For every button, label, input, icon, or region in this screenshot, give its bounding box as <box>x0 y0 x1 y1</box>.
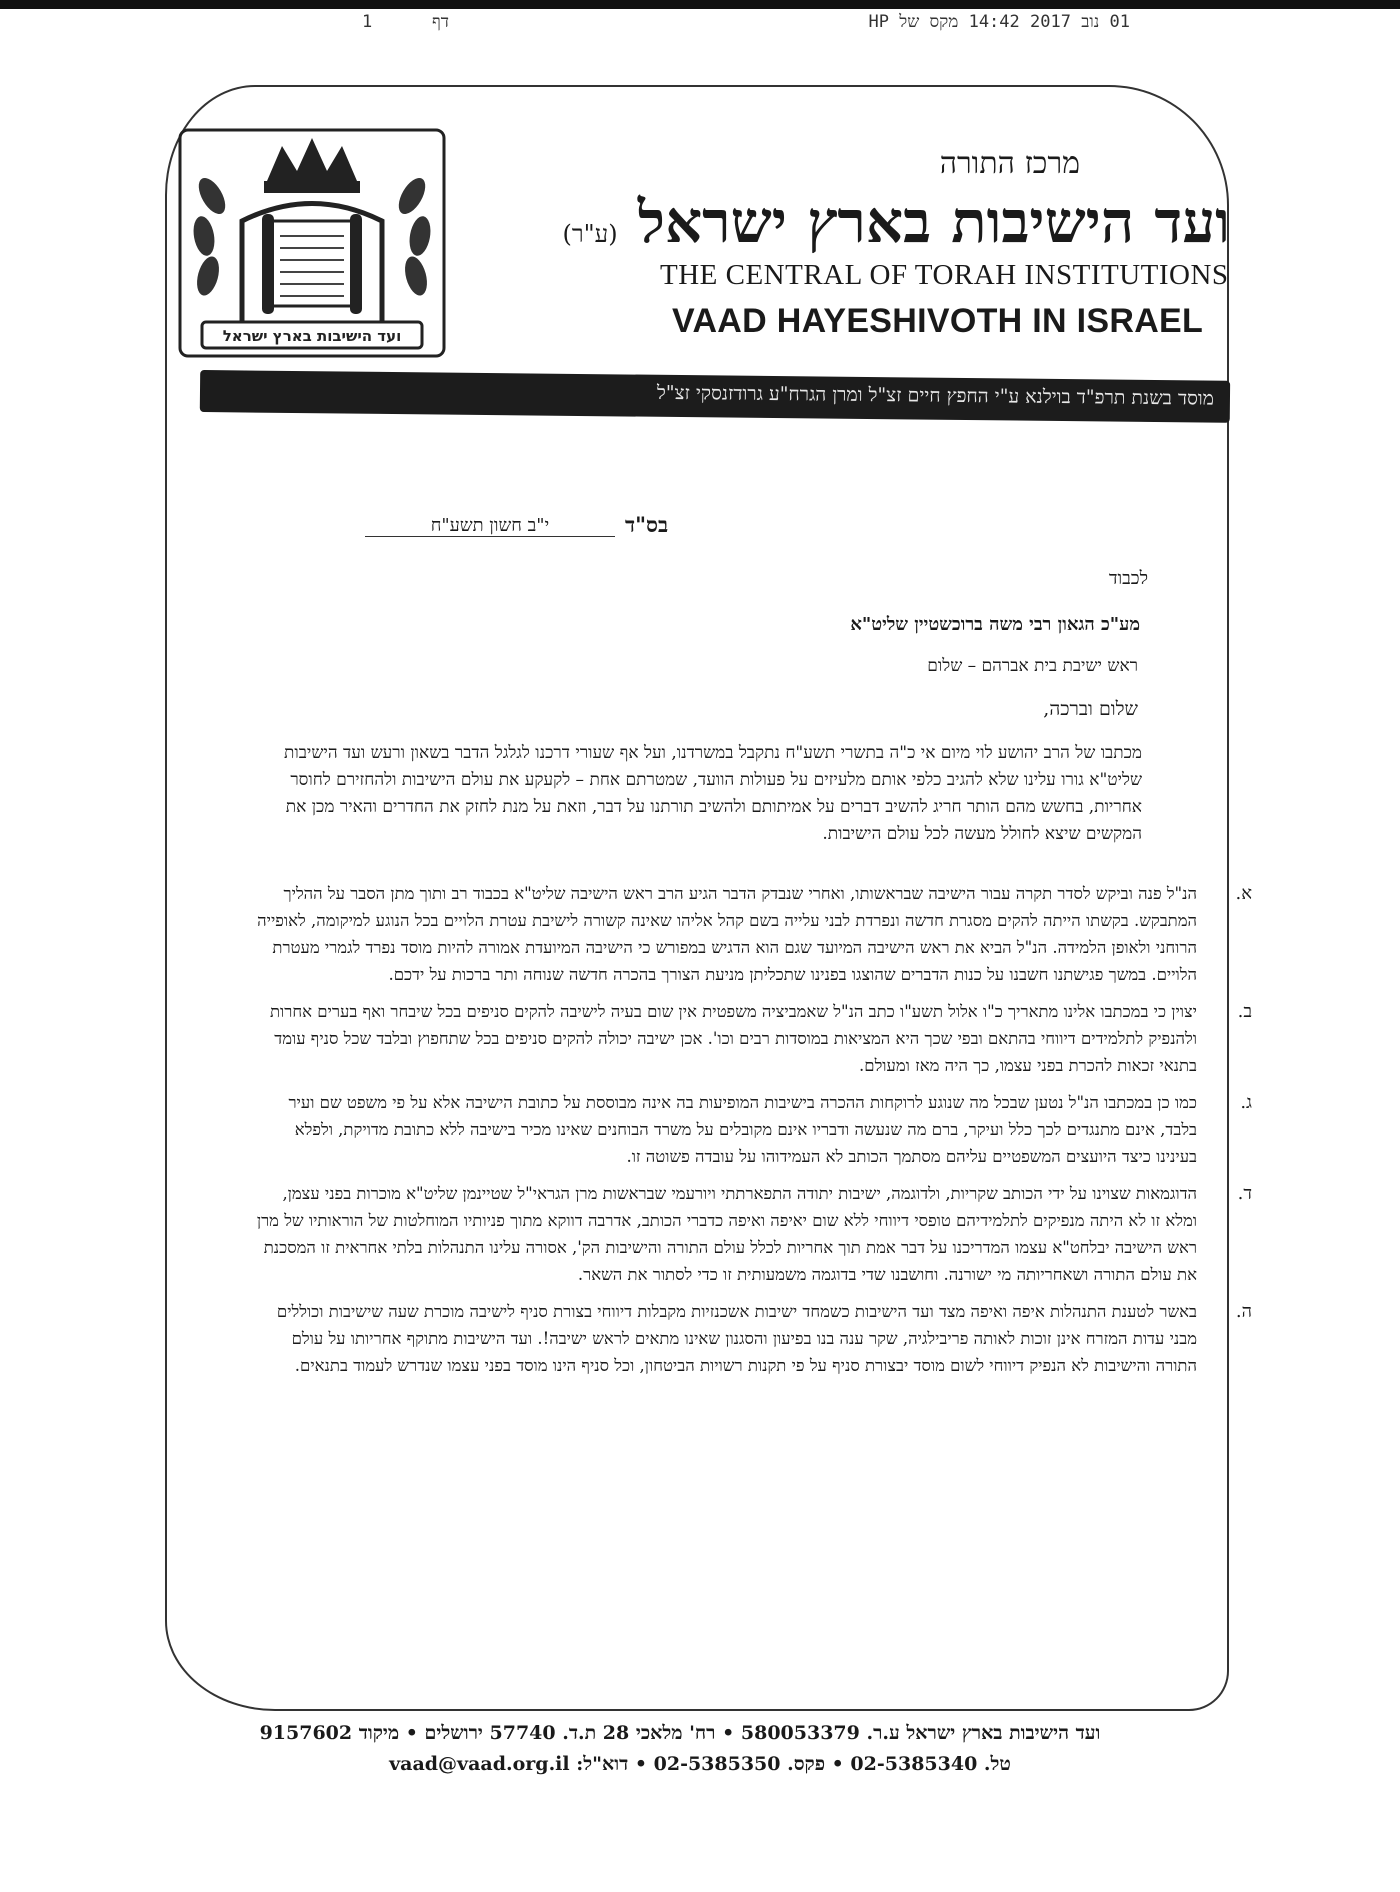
item-letter: א. <box>1235 883 1252 904</box>
bsd-mark: בס"ד <box>625 512 669 537</box>
greeting: שלום וברכה, <box>1043 698 1138 720</box>
item-text: יצוין כי במכתבו אלינו מתאריך כ"ו אלול תשע"ו כתב הנ"ל שאמביציה משפטית אין שום בעיה לישיבה להקים סניפים בכל שיבחר ואף בערים אחרות ולהנפיק לתלמידים דיווחי בהתאם ובפי שכך היא המציאות במוסדות רבים וכו'. אכן ישיבה יכולה להקים סניפים בכל שתחפוץ ובלבד שכל סניף עומד בתנאי זכאות להכרת בפני עצמו, כך היה מאז ומעולם. <box>269 1002 1197 1075</box>
list-item <box>252 998 1252 1079</box>
item-text: כמו כן במכתבו הנ"ל נטען שבכל מה שנוגע לרוקחות ההכרה בישיבות המופיעות בה אינה מבוססת על כתובת הישיבה אלא על פי משפט שם ועיר בלבד, אינם מתנגדים לכך כלל ועיקר, ברם מה שנעשה ודבריו אינם מקובלים על משרד הבוחנים שאינו מכיר בישיבה ללא כתובת מדויקת, ולפלא בעינינו כיצד היועצים המשפטיים עליהם מסתמך הכותב לא העמידוהו על עובדה פשוטה זו. <box>288 1093 1197 1166</box>
to-label: לכבוד <box>1108 568 1148 589</box>
fax-page-number: 1 <box>362 12 373 32</box>
list-item <box>252 1089 1252 1170</box>
letterhead-en-line1: THE CENTRAL OF TORAH INSTITUTIONS <box>660 259 1229 291</box>
list-item <box>252 1180 1252 1288</box>
item-letter: ה. <box>1235 1301 1252 1322</box>
footer-address-line: ועד הישיבות בארץ ישראל ע.ר. 580053379 • רח' מלאכי 28 ת.ד. 57740 ירושלים • מיקוד 9157602 <box>259 1722 1101 1744</box>
fax-page-label: דף <box>432 12 449 32</box>
footer-contact-line: טל. 02-5385340 • פקס. 02-5385350 • דוא"ל: vaad@vaad.org.il <box>389 1753 1011 1775</box>
letter-items <box>252 880 1252 1389</box>
fax-header-line: 01 נוב 2017 14:42 מקס של HP <box>868 12 1130 32</box>
letterhead-he-main <box>490 188 1230 256</box>
item-text: הנ"ל פנה וביקש לסדר תקרה עבור הישיבה שבראשותו, ואחרי שנבדק הדבר הגיע הרב ראש הישיבה שליט"א בכבוד רב ותוך מתן הסבר על ההליך המתבקש. בקשתו הייתה להקים מסגרת חדשה ונפרדת לבני עלייה בשם קהל אליהו שאינה קשורה לישיבת עטרת הלויים בכל הנוגע למיקומה, לאופייה הרוחני ולאופן הלמידה. הנ"ל הביא את ראש הישיבה המיועד שגם הוא הדגיש במפורש כי הישיבה המיועדת אמורה להיות מוסד נפרד לגמרי מעטרת הלויים. במשך פגישתנו חשבנו על כנות הדברים שהוצגו בפנינו שתכליתן מניעת הצורך בהכרה חדשה שנוחה ותר ברכות על ידכם. <box>257 884 1197 984</box>
top-edge-bar <box>0 0 1400 9</box>
letterhead-he-suffix: (ע"ר) <box>562 220 618 248</box>
logo-ribbon-text: ועד הישיבות בארץ ישראל <box>222 327 402 345</box>
banner-text: מוסד בשנת תרפ"ד בוילנא ע"י החפץ חיים זצ"ל ומרן הגרח"ע גרודזנסקי זצ"ל <box>656 381 1215 410</box>
item-letter: ג. <box>1240 1092 1252 1113</box>
letterhead-he-small: מרכז התורה <box>939 146 1080 181</box>
fax-header <box>340 12 1130 38</box>
item-text: באשר לטענת התנהלות איפה ואיפה מצד ועד הישיבות כשמחד ישיבות אשכנזיות מקבלות דיווחי בצורת סניף לישיבה מוכרת שעה שישיבות וכוללים מבני עדות המזרח אינן זוכות לאותה פריבילגיה, שקר ענה בנו בפיעון והסגנון שאינו מתאים לראש ישיבה!. ועד הישיבות מתוקף אחריותו על עולם התורה והישיבות לא הנפיק דיווחי לשום מוסד יבצורת סניף על פי תקנות רשויות הביטחון, וכל סניף הינו מוסד בפני עצמו שנדרש לעמוד בתנאים. <box>276 1302 1197 1375</box>
item-letter: ד. <box>1237 1183 1252 1204</box>
vaad-logo-emblem <box>172 126 452 362</box>
addressee-title: ראש ישיבת בית אברהם – שלום <box>927 656 1138 676</box>
intro-paragraph: מכתבו של הרב יהושע לוי מיום אי כ"ה בתשרי תשע"ח נתקבל במשרדנו, ועל אף שעורי דרכנו לגלגל הדבר בשאון ורעש ועד הישיבות שליט"א גורו עלינו שלא להגיב כלפי אותם מלעיזים על פעולות הוועד, שמטרתם אחת – לקעקע את עולם הישיבות ולהחזירם לחוסר אחריות, בחשש מהם הותר חריג להשיב דברים על אמיתותם ולהשיב תורתנו על דבר, וזאת על מנת לחזק את החדרים והאיר מכן את המקשים שיצא לחולל מעשה לכל עולם הישיבות. <box>283 743 1142 844</box>
item-letter: ב. <box>1237 1001 1252 1022</box>
list-item <box>252 880 1252 988</box>
letter-date: י"ב חשון תשע"ח <box>365 515 615 537</box>
letterhead-he-title: ועד הישיבות בארץ ישראל <box>637 188 1230 256</box>
item-text: הדוגמאות שצוינו על ידי הכותב שקריות, ולדוגמה, ישיבות יתודה התפארתתי ויורעמי שבראשות מרן הגראי"ל שטיינמן שליט"א מוכרות בפני עצמן, ומלא זו לא היתה מנפיקים לתלמידיהם טופסי דיווחי ללא שום יאיפה ואיפה כדברי הכותב, אדרבה דווקא מתוך פניותיו המוחלטות של הוראותיו של מרן ראש הישיבה יבלחט"א עצמו המדריכנו על דבר אמת תוך אחריות לכלל עולם התורה והישיבות הק', אסורה עלינו התנהלות בלתי אחראית זו המסכנת את עולם התורה ושאחריותה מי ישורנה. וחושבנו שדי בדוגמה משמעותית זו כדי לסתור את השאר. <box>256 1184 1197 1284</box>
addressee: מע"כ הגאון רבי משה ברוכשטיין שליט"א <box>850 614 1140 635</box>
list-item <box>252 1298 1252 1379</box>
letterhead-en-line2: VAAD HAYESHIVOTH IN ISRAEL <box>672 302 1204 340</box>
